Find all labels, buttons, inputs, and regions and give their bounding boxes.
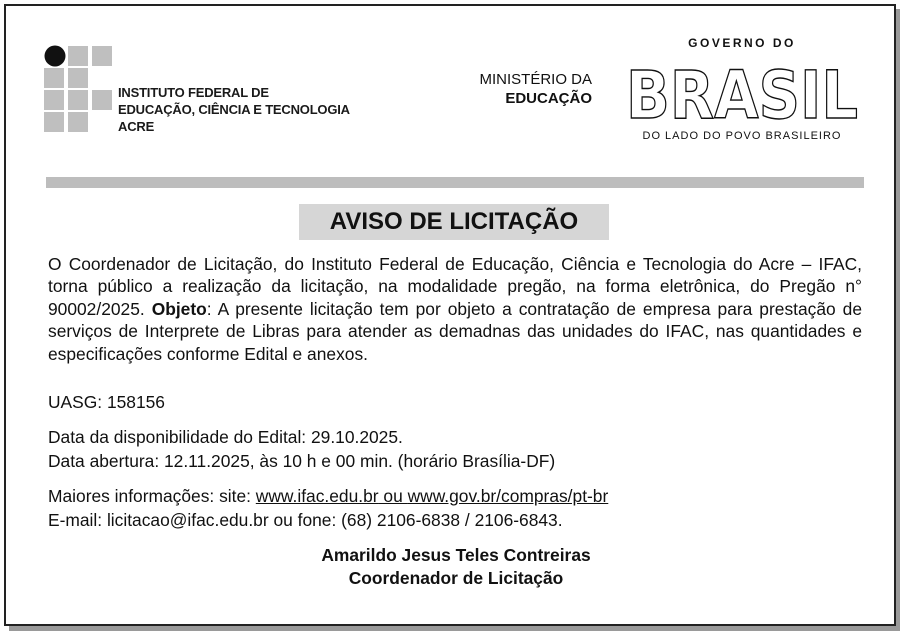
ifac-line-1: INSTITUTO FEDERAL DE: [118, 85, 269, 100]
ministerio-line-1: MINISTÉRIO DA: [479, 71, 592, 88]
governo-top-text: GOVERNO DO: [688, 36, 796, 50]
uasg: UASG: 158156: [48, 392, 165, 412]
page-title: AVISO DE LICITAÇÃO: [299, 204, 609, 240]
info-site-line: [48, 485, 608, 507]
site-link-ifac[interactable]: www.ifac.edu.br: [255, 486, 379, 506]
ifac-line-2: EDUCAÇÃO, CIÊNCIA E TECNOLOGIA: [118, 102, 350, 117]
objeto-label: Objeto: [151, 298, 207, 319]
objeto-text: : A presente licitação tem por objeto a contratação de empresa para prestação de serviços de Interprete de Libras para atender as demadnas das unidades do IFAC, nas quantidades e especificações conforme Edital e anexos.: [48, 298, 862, 364]
ifac-name: [118, 84, 350, 135]
brasil-wordmark-icon: [624, 62, 860, 126]
body-intro: O Coordenador de Licitação, do Instituto Federal de Educação, Ciência e Tecnologia do Acre – IFAC, torna público a realização da licitação, na modalidade pregão, na forma eletrônica, do Pregão n° 90002/2025.: [48, 254, 862, 319]
header-divider: [46, 177, 864, 188]
site-or: ou: [378, 486, 408, 506]
ifac-line-3: ACRE: [118, 119, 155, 134]
site-link-gov[interactable]: www.gov.br/compras/pt-br: [407, 486, 609, 506]
ministerio-logo: [440, 70, 592, 108]
info-contact: E-mail: licitacao@ifac.edu.br ou fone: (68) 2106-6838 / 2106-6843.: [48, 510, 563, 530]
ministerio-line-2: EDUCAÇÃO: [505, 90, 592, 107]
ifac-logo-grid: [44, 44, 116, 136]
notice-body: [48, 253, 862, 365]
signature-role: Coordenador de Licitação: [348, 568, 564, 588]
governo-bottom-text: DO LADO DO POVO BRASILEIRO: [642, 130, 842, 142]
signature-name: Amarildo Jesus Teles Contreiras: [321, 545, 591, 565]
site-label: Maiores informações: site:: [48, 486, 256, 506]
svg-text:BRASIL: BRASIL: [626, 62, 858, 126]
governo-do-brasil-logo: [620, 36, 864, 148]
date-disponibilidade: Data da disponibilidade do Edital: 29.10.2025.: [48, 427, 403, 447]
date-abertura: Data abertura: 12.11.2025, às 10 h e 00 min. (horário Brasília-DF): [48, 451, 556, 471]
